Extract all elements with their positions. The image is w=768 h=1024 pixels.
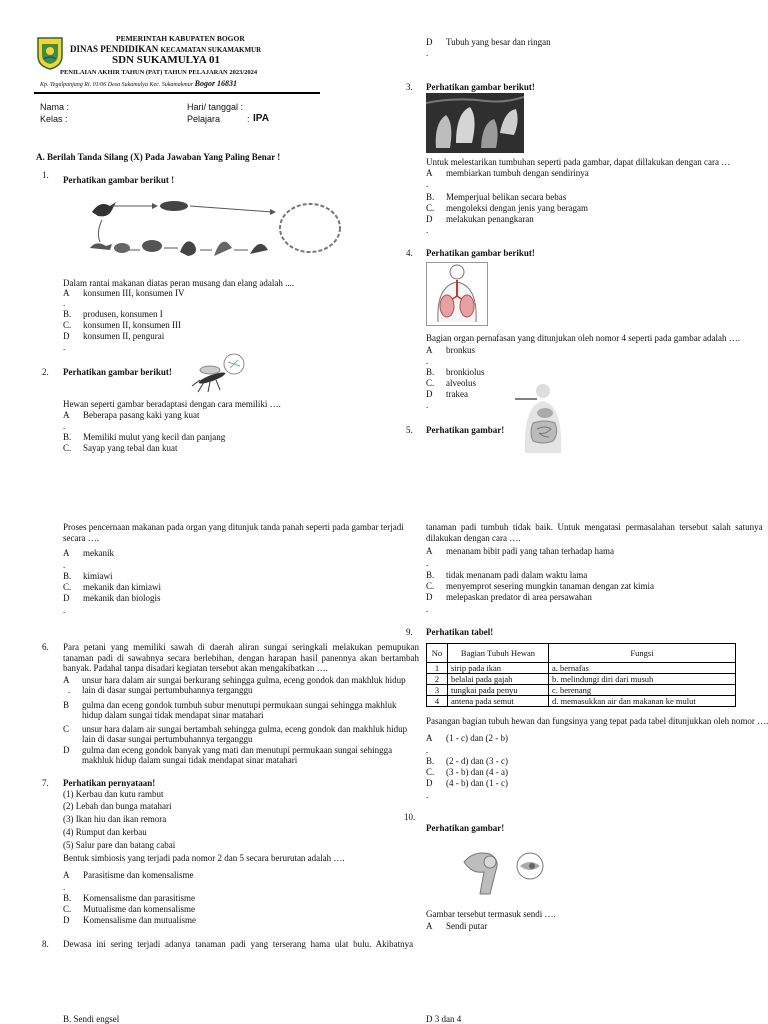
q9-number: 9. xyxy=(406,627,413,637)
dot: . xyxy=(63,298,66,308)
dot: . xyxy=(63,421,66,431)
label-hari: Hari/ tanggal : xyxy=(187,102,244,112)
header-dept-main: DINAS PENDIDIKAN xyxy=(70,44,159,54)
school-logo xyxy=(36,36,64,70)
table-row: 2 belalai pada gajah b. melindungi diri dari musuh xyxy=(427,674,736,685)
q1-title: Perhatikan gambar berikut ! xyxy=(63,175,175,185)
q8-question-line2: dilakukan dengan cara …. xyxy=(426,533,521,543)
subject-value: IPA xyxy=(253,113,269,124)
q9-option-a[interactable]: A (1 - c) dan (2 - b) xyxy=(426,733,508,743)
q2-option-b[interactable]: B. Memiliki mulut yang kecil dan panjang xyxy=(63,432,226,442)
header-exam: PENILAIAN AKHIR TAHUN (PAT) TAHUN PELAJARAN 2023/2024 xyxy=(60,69,258,76)
q3-option-d[interactable]: D melakukan penangkaran xyxy=(426,214,534,224)
label-nama: Nama : xyxy=(40,102,70,112)
digestive-system-image xyxy=(515,383,575,453)
pitcher-plant-image xyxy=(426,93,524,153)
table-row: 4 antena pada semut d. memasukkan air dan makanan ke mulut xyxy=(427,696,736,707)
q9-option-b[interactable]: B. (2 - d) dan (3 - c) xyxy=(426,756,508,766)
q3-title: Perhatikan gambar berikut! xyxy=(426,82,535,92)
q2-option-a[interactable]: A Beberapa pasang kaki yang kuat xyxy=(63,410,200,420)
q2-title: Perhatikan gambar berikut! xyxy=(63,367,172,377)
q10-option-a[interactable]: A Sendi putar xyxy=(426,921,488,931)
q5-option-c[interactable]: C. mekanik dan kimiawi xyxy=(63,582,161,592)
q7-item-2: (2) Lebah dan bunga matahari xyxy=(63,801,172,811)
respiratory-system-image xyxy=(426,262,488,326)
dot: . xyxy=(426,400,429,410)
dot: . xyxy=(426,604,429,614)
q7-option-a[interactable]: A Parasitisme dan komensalisme xyxy=(63,870,194,880)
q8-option-c[interactable]: C. menyemprot sesering mungkin tanaman dengan zat kimia xyxy=(426,581,654,591)
q3-question: Untuk melestarikan tumbuhan seperti pada gambar, dapat dillakukan dengan cara … xyxy=(426,157,731,167)
q2-option-d[interactable]: D Tubuh yang besar dan ringan xyxy=(426,37,551,47)
q9-question: Pasangan bagian tubuh hewan dan fungsinya yang tepat pada tabel ditunjukkan oleh nomor …. xyxy=(426,716,768,726)
q6-option-b[interactable]: B gulma dan eceng gondok tumbuh subur menutupi permukaan sungai sehingga makhluk hidup dalam sungai tidak mendapat sinar matahari xyxy=(63,700,397,720)
dot: . xyxy=(68,685,71,695)
q6-option-a[interactable]: A unsur hara dalam air sungai berkurang sehingga gulma, eceng gondok dan makhluk hidup lain di dasar sungai pertumbuhannya terganggu xyxy=(63,675,406,695)
q2-option-c[interactable]: C. Sayap yang tebal dan kuat xyxy=(63,443,178,453)
q7-option-c[interactable]: C. Mutualisme dan komensalisme xyxy=(63,904,195,914)
q5-number: 5. xyxy=(406,425,413,435)
dot: . xyxy=(426,179,429,189)
q9-option-d[interactable]: D (4 - b) dan (1 - c) xyxy=(426,778,508,788)
q10-option-b[interactable]: B. Sendi engsel xyxy=(63,1014,120,1024)
dot: . xyxy=(63,560,66,570)
dot: . xyxy=(426,558,429,568)
q8-option-d[interactable]: D melepaskan predator di area persawahan xyxy=(426,592,592,602)
q5-option-b[interactable]: B. kimiawi xyxy=(63,571,113,581)
table-row: 1 sirip pada ikan a. bernafas xyxy=(427,663,736,674)
q1-option-b[interactable]: B. produsen, konsumen I xyxy=(63,309,163,319)
q4-option-c[interactable]: C. alveolus xyxy=(426,378,476,388)
q1-question: Dalam rantai makanan diatas peran musang dan elang adalah .... xyxy=(63,278,295,288)
header-address-city: Bogor 16831 xyxy=(194,79,238,88)
q3-option-a[interactable]: A membiarkan tumbuh dengan sendirinya xyxy=(426,168,589,178)
q6-option-d[interactable]: D gulma dan eceng gondok banyak yang mati dan menutupi permukaan sungai sehingga makhluk hidup dalam sungai tidak mendapat sinar matahari xyxy=(63,745,393,765)
dot: . xyxy=(426,790,429,800)
q6-number: 6. xyxy=(42,642,49,652)
table-header-function: Fungsi xyxy=(549,644,736,663)
q4-title: Perhatikan gambar berikut! xyxy=(426,248,535,258)
shoulder-joint-image xyxy=(460,848,550,896)
q1-option-d[interactable]: D konsumen II, pengurai xyxy=(63,331,165,341)
q8-option-a[interactable]: A menanam bibit padi yang tahan terhadap hama xyxy=(426,546,614,556)
table-header-part: Bagian Tubuh Hewan xyxy=(448,644,549,663)
q7-item-3: (3) Ikan hiu dan ikan remora xyxy=(63,814,167,824)
q9-option-c[interactable]: C. (3 - b) dan (4 - a) xyxy=(426,767,508,777)
q7-option-b[interactable]: B. Komensalisme dan parasitisme xyxy=(63,893,195,903)
table-header-row xyxy=(427,644,736,663)
header-dept-sub: KECAMATAN SUKAMAKMUR xyxy=(160,46,262,54)
header-school: SDN SUKAMULYA 01 xyxy=(112,54,220,66)
header-address xyxy=(40,79,237,88)
q7-item-4: (4) Rumput dan kerbau xyxy=(63,827,147,837)
q10-question: Gambar tersebut termasuk sendi …. xyxy=(426,909,556,919)
q7-question: Bentuk simbiosis yang terjadi pada nomor 2 dan 5 secara berurutan adalah …. xyxy=(63,853,345,863)
q1-option-c[interactable]: C. konsumen II, konsumen III xyxy=(63,320,181,330)
q5-option-d[interactable]: D mekanik dan biologis xyxy=(63,593,161,603)
q10-title: Perhatikan gambar! xyxy=(426,823,505,833)
header-gov: PEMERINTAH KABUPATEN BOGOR xyxy=(116,34,245,43)
label-kelas: Kelas : xyxy=(40,114,68,124)
dot: . xyxy=(426,48,429,58)
q8-question-line1: tanaman padi tumbuh tidak baik. Untuk mengatasi permasalahan tersebut salah satunya xyxy=(426,522,763,532)
header-dept xyxy=(70,44,261,54)
section-a-instruction: A. Berilah Tanda Silang (X) Pada Jawaban Yang Paling Benar ! xyxy=(36,152,281,162)
label-pelajaran: Pelajara xyxy=(187,114,221,124)
q9-table xyxy=(426,643,736,707)
table-header-no: No xyxy=(427,644,448,663)
q8-question: Dewasa ini sering terjadi adanya tanaman padi yang terserang hama ulat bulu. Akibatnya xyxy=(63,939,414,949)
q1-option-a[interactable]: A konsumen III, konsumen IV xyxy=(63,288,185,298)
q4-option-d[interactable]: D trakea xyxy=(426,389,468,399)
header-divider xyxy=(34,92,320,94)
mosquito-image xyxy=(190,352,246,394)
q4-option-a[interactable]: A bronkus xyxy=(426,345,475,355)
food-chain-image xyxy=(82,192,348,264)
table-row: 3 tungkai pada penyu c. berenang xyxy=(427,685,736,696)
q5-question-line1: Proses pencernaan makanan pada organ yang ditunjuk tanda panah seperti pada gambar terjadi xyxy=(63,522,404,532)
dot: . xyxy=(426,225,429,235)
q9-title: Perhatikan tabel! xyxy=(426,627,494,637)
q4-number: 4. xyxy=(406,248,413,258)
q8-number: 8. xyxy=(42,939,49,949)
q6-option-c[interactable]: C unsur hara dalam air sungai bertambah sehingga gulma, eceng gondok dan makhluk hidup lain di dasar sungai pertumbuhannya terganggu xyxy=(63,724,408,744)
dot: . xyxy=(63,882,66,892)
q1-number: 1. xyxy=(42,170,49,180)
q7-number: 7. xyxy=(42,778,49,788)
q4-option-b[interactable]: B. bronkiolus xyxy=(426,367,485,377)
q8-option-b[interactable]: B. tidak menanam padi dalam waktu lama xyxy=(426,570,588,580)
dot: . xyxy=(426,356,429,366)
q6-question: Para petani yang memiliki sawah di daerah aliran sungai seringkali melakukan pemupukan tanaman padi di sawahnya secara berlebihan, dengan harapan hasil panennya akan bertambah banyak. Padahal tanpa disadari kegiatan tersebut akan mengakibatkan …. xyxy=(63,642,419,673)
dot: . xyxy=(63,342,66,352)
q7-option-d[interactable]: D Komensalisme dan mutualisme xyxy=(63,915,196,925)
q10-number: 10. xyxy=(404,812,416,822)
dot: . xyxy=(63,605,66,615)
dot: . xyxy=(426,745,429,755)
q2-question: Hewan seperti gambar beradaptasi dengan cara memiliki …. xyxy=(63,399,281,409)
bottom-right-option[interactable]: D 3 dan 4 xyxy=(426,1014,462,1024)
q4-question: Bagian organ pernafasan yang ditunjukan oleh nomor 4 seperti pada gambar adalah …. xyxy=(426,333,740,343)
q5-title: Perhatikan gambar! xyxy=(426,425,505,435)
q7-item-5: (5) Salur pare dan batang cabai xyxy=(63,840,176,850)
q7-title: Perhatikan pernyataan! xyxy=(63,778,156,788)
q2-number: 2. xyxy=(42,367,49,377)
q5-option-a[interactable]: A mekanik xyxy=(63,548,114,558)
q3-option-c[interactable]: C. mengoleksi dengan jenis yang beragam xyxy=(426,203,588,213)
q3-option-b[interactable]: B. Memperjual belikan secara bebas xyxy=(426,192,567,202)
q7-item-1: (1) Kerbau dan kutu rambut xyxy=(63,789,164,799)
q5-question-line2: secara …. xyxy=(63,533,99,543)
label-pelajaran-colon: : xyxy=(247,114,250,124)
header-address-text: Kp. Tegalpanjang Rt. 01/06 Desa Sukamulya Kec. Sukamakmur xyxy=(40,82,194,88)
q3-number: 3. xyxy=(406,82,413,92)
